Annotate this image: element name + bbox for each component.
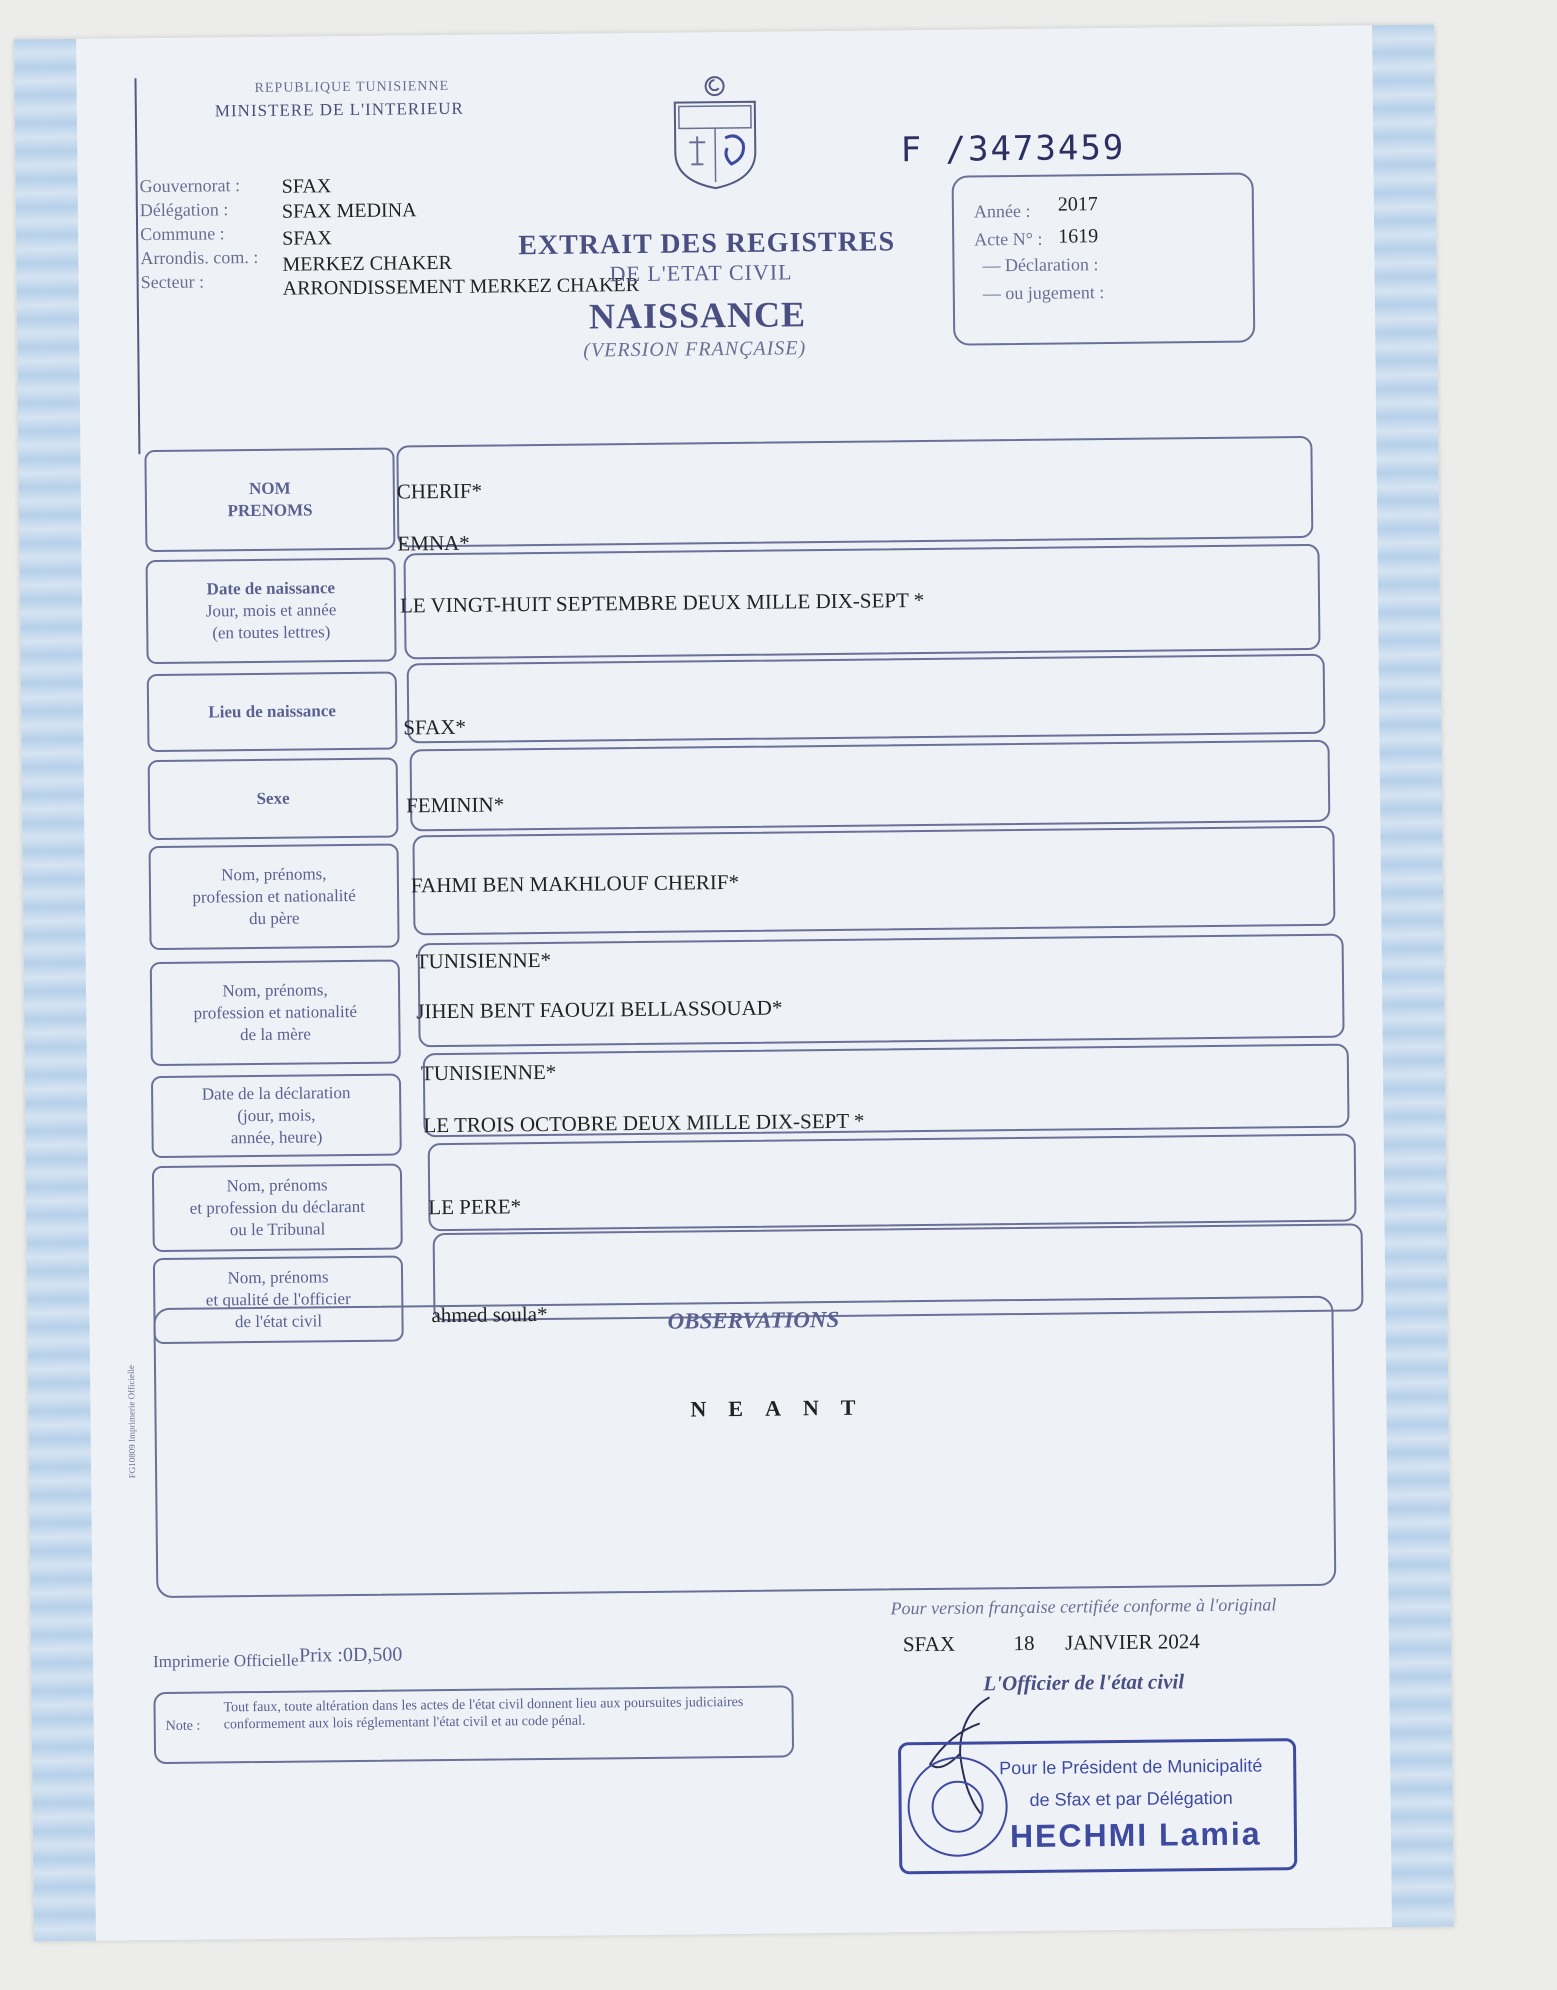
municipal-seal-icon bbox=[907, 1756, 1008, 1857]
declaration-label: — Déclaration : bbox=[982, 254, 1099, 276]
note-text: Tout faux, toute altération dans les actes de l'état civil donnent lieu aux poursuites judiciaires conformement aux lois réglementant l'état civil et au code pénal. bbox=[223, 1694, 744, 1733]
title-naissance: NAISSANCE bbox=[588, 294, 807, 337]
official-stamp bbox=[898, 1738, 1297, 1874]
decl-label-3: année, heure) bbox=[230, 1127, 323, 1148]
declarant-label bbox=[152, 1163, 403, 1252]
observations-box bbox=[153, 1296, 1336, 1598]
nom-label: NOM bbox=[248, 478, 291, 499]
imprimerie-label: Imprimerie Officielle bbox=[152, 1650, 299, 1672]
lieu-naissance-label: Lieu de naissance bbox=[147, 672, 398, 753]
arrondissement-value: MERKEZ CHAKER bbox=[282, 251, 453, 276]
officier-label-1: Nom, prénoms bbox=[227, 1267, 329, 1288]
acte-value: 1619 bbox=[1058, 225, 1099, 248]
sexe-value: FEMININ* bbox=[405, 792, 505, 818]
jugement-label: — ou jugement : bbox=[982, 282, 1105, 304]
mere-label-2: profession et nationalité bbox=[193, 1001, 358, 1023]
declarant-label-1: Nom, prénoms bbox=[226, 1175, 328, 1196]
side-print-mark: FG10809 Imprimerie Officielle bbox=[125, 1364, 138, 1479]
declaration-date-label bbox=[151, 1073, 402, 1158]
decl-label-1: Date de la déclaration bbox=[201, 1083, 351, 1104]
gouvernorat-label: Gouvernorat : bbox=[139, 175, 241, 197]
nom-value: CHERIF* bbox=[396, 478, 483, 504]
title-version: (VERSION FRANÇAISE) bbox=[583, 337, 807, 362]
declarant-value: LE PERE* bbox=[428, 1194, 522, 1220]
officier-value: ahmed soula* bbox=[431, 1301, 548, 1328]
registry-box bbox=[952, 173, 1256, 346]
observations-value: NEANT bbox=[690, 1394, 878, 1422]
mere-nationality: TUNISIENNE* bbox=[420, 1059, 557, 1086]
form-number: F /3473459 bbox=[900, 127, 1126, 171]
mere-value: JIHEN BENT FAOUZI BELLASSOUAD* bbox=[416, 995, 783, 1024]
pere-label-3: du père bbox=[248, 908, 300, 929]
issue-date bbox=[903, 1629, 1200, 1657]
date-label-3: (en toutes lettres) bbox=[212, 622, 331, 643]
issue-day: 18 bbox=[1013, 1630, 1035, 1656]
ministry-label: MINISTERE DE L'INTERIEUR bbox=[214, 98, 464, 121]
pere-label bbox=[149, 844, 400, 951]
declarant-label-2: et profession du déclarant bbox=[189, 1196, 365, 1218]
stamp-name: HECHMI Lamia bbox=[1009, 1815, 1262, 1855]
secteur-label: Secteur : bbox=[140, 271, 205, 293]
delegation-value: SFAX MEDINA bbox=[281, 199, 417, 223]
sexe-value-box bbox=[410, 740, 1331, 832]
nom-prenoms-label bbox=[144, 448, 395, 553]
nom-value-box bbox=[396, 436, 1313, 548]
date-label-1: Date de naissance bbox=[206, 578, 336, 599]
mere-label-1: Nom, prénoms, bbox=[222, 980, 328, 1001]
mere-label bbox=[150, 959, 401, 1066]
decl-label-2: (jour, mois, bbox=[237, 1105, 316, 1126]
prix-label: Prix :0D,500 bbox=[298, 1643, 403, 1667]
title-extrait: EXTRAIT DES REGISTRES bbox=[518, 226, 896, 262]
officier-label-3: de l'état civil bbox=[234, 1311, 323, 1332]
lieu-value-box bbox=[407, 654, 1326, 744]
officer-title: L'Officier de l'état civil bbox=[983, 1669, 1185, 1696]
officier-label-2: et qualité de l'officier bbox=[205, 1289, 351, 1310]
annee-label: Année : bbox=[973, 200, 1031, 222]
lieu-naissance-value: SFAX* bbox=[403, 714, 467, 740]
coat-of-arms-icon bbox=[664, 72, 765, 191]
commune-label: Commune : bbox=[140, 223, 225, 245]
declarant-value-box bbox=[428, 1133, 1357, 1231]
note-label: Note : bbox=[165, 1718, 201, 1734]
annee-value: 2017 bbox=[1057, 193, 1098, 216]
pere-value: FAHMI BEN MAKHLOUF CHERIF* bbox=[410, 869, 740, 898]
prenoms-label: PRENOMS bbox=[227, 500, 313, 521]
date-label-2: Jour, mois et année bbox=[205, 600, 337, 621]
pere-nationality: TUNISIENNE* bbox=[415, 947, 552, 974]
commune-value: SFAX bbox=[282, 227, 332, 250]
stamp-line-1: Pour le Président de Municipalité bbox=[999, 1755, 1263, 1779]
declarant-label-3: ou le Tribunal bbox=[229, 1219, 326, 1240]
acte-label: Acte N° : bbox=[974, 228, 1043, 250]
gouvernorat-value: SFAX bbox=[281, 175, 332, 198]
declaration-date-value: LE TROIS OCTOBRE DEUX MILLE DIX-SEPT * bbox=[423, 1108, 865, 1138]
document-sheet bbox=[14, 25, 1454, 1942]
security-band-left bbox=[14, 39, 96, 1942]
mere-value-box bbox=[415, 934, 1345, 1048]
republic-label: REPUBLIQUE TUNISIENNE bbox=[254, 78, 450, 96]
security-band-right bbox=[1372, 25, 1454, 1928]
stamp-line-2: de Sfax et par Délégation bbox=[1029, 1787, 1233, 1810]
prenoms-value: EMNA* bbox=[397, 530, 470, 556]
title-etat-civil: DE L'ETAT CIVIL bbox=[609, 259, 793, 287]
arrondissement-label: Arrondis. com. : bbox=[140, 246, 259, 269]
issue-month-year: JANVIER 2024 bbox=[1064, 1629, 1200, 1655]
sexe-label: Sexe bbox=[148, 758, 399, 841]
delegation-label: Délégation : bbox=[139, 199, 229, 221]
mere-label-3: de la mère bbox=[240, 1024, 312, 1045]
date-naissance-label bbox=[146, 558, 397, 665]
legal-note bbox=[153, 1685, 794, 1764]
issue-place: SFAX bbox=[902, 1631, 956, 1657]
pere-label-2: profession et nationalité bbox=[192, 885, 356, 907]
date-naissance-value: LE VINGT-HUIT SEPTEMBRE DEUX MILLE DIX-SEPT * bbox=[399, 587, 925, 618]
observations-title: OBSERVATIONS bbox=[667, 1306, 840, 1334]
certification-text: Pour version française certifiée conforme à l'original bbox=[890, 1594, 1277, 1619]
pere-label-1: Nom, prénoms, bbox=[221, 864, 327, 885]
secteur-value: ARRONDISSEMENT MERKEZ CHAKER bbox=[282, 273, 640, 300]
